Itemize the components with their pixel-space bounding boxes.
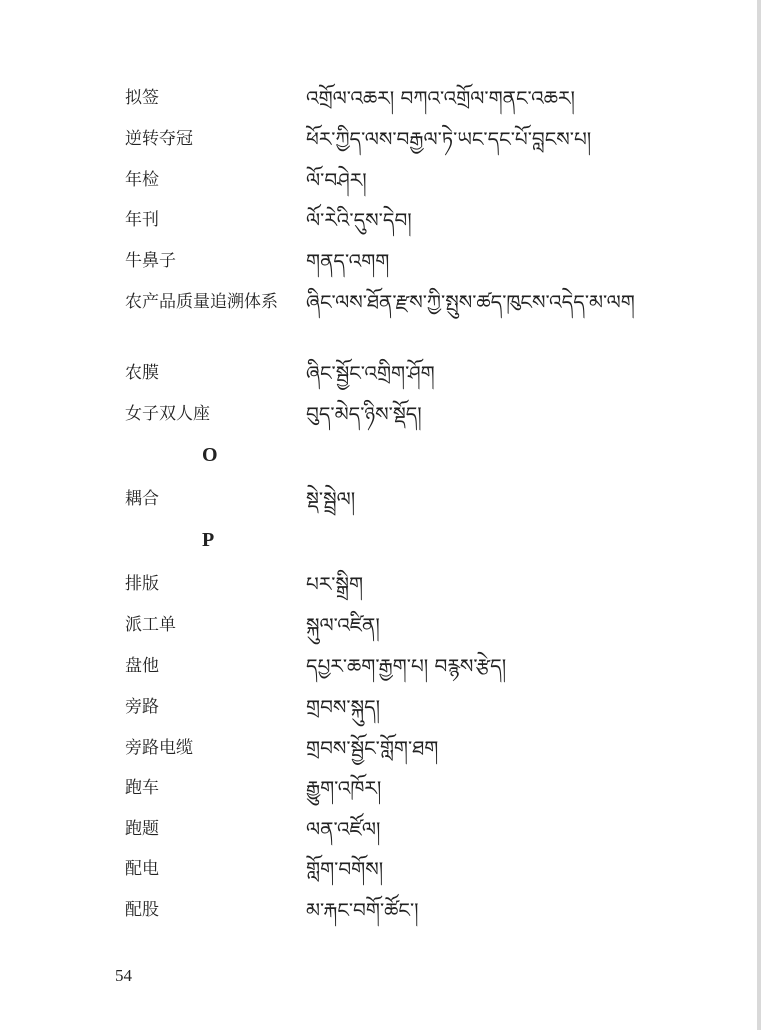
tibetan-term: ལོ་རེའི་དུས་དེབ།	[306, 208, 412, 232]
chinese-term: 配电	[125, 859, 159, 879]
tibetan-term: དཔྱར་ཆག་རྒྱག་པ། བརྙས་རྩེད།	[306, 654, 507, 678]
chinese-term: 耦合	[125, 489, 159, 509]
chinese-term: 农膜	[125, 363, 159, 383]
chinese-term: 逆转夺冠	[125, 129, 193, 149]
tibetan-term: གྲབས་སྐུད།	[306, 695, 381, 719]
chinese-term: 农产品质量追溯体系	[125, 292, 278, 312]
chinese-term: 拟签	[125, 88, 159, 108]
tibetan-term: པར་སྒྲིག	[306, 572, 364, 596]
tibetan-term: ཞིང་ལས་ཐོན་རྫས་ཀྱི་སྤུས་ཚད་ཁུངས་འདེད་མ་ལག	[306, 290, 635, 314]
chinese-term: 盘他	[125, 656, 159, 676]
tibetan-term: སྐུལ་འཛིན།	[306, 613, 380, 637]
chinese-term: 女子双人座	[125, 404, 210, 424]
chinese-term: 牛鼻子	[125, 251, 176, 271]
chinese-term: 年刊	[125, 210, 159, 230]
tibetan-term: གློག་བགོས།	[306, 857, 384, 881]
tibetan-term: ལན་འཛོལ།	[306, 817, 381, 841]
tibetan-term: གྲབས་སྦྱོང་གློག་ཐག	[306, 736, 439, 760]
page-edge	[757, 0, 761, 1030]
tibetan-term: མ་རྐང་བགོ་ཚོང་།	[306, 898, 419, 922]
chinese-term: 配股	[125, 900, 159, 920]
tibetan-term: ཕོར་ཀྱིད་ལས་བརྒྱལ་ཏེ་ཡང་དང་པོ་བླངས་པ།	[306, 127, 592, 151]
tibetan-term: ཞིང་སྦྱོང་འགྲིག་ཤོག	[306, 361, 435, 385]
chinese-term: 跑车	[125, 778, 159, 798]
chinese-term: 跑题	[125, 819, 159, 839]
tibetan-term: བུད་མེད་ཉིས་སྡོད།	[306, 402, 422, 426]
tibetan-term: སྡེ་སྦྲེལ།	[306, 487, 356, 511]
section-letter-o: O	[202, 444, 218, 466]
chinese-term: 旁路	[125, 697, 159, 717]
tibetan-term: རྒྱུག་འཁོར།	[306, 776, 382, 800]
chinese-term: 派工单	[125, 615, 176, 635]
section-letter-p: P	[202, 529, 215, 551]
page-number: 54	[115, 966, 132, 985]
tibetan-term: འགྲོལ་འཆར། བཀའ་འགྲོལ་གནང་འཆར།	[306, 86, 575, 110]
chinese-term: 年检	[125, 170, 159, 190]
chinese-term: 旁路电缆	[125, 738, 193, 758]
tibetan-term: གནད་འགག	[306, 249, 390, 273]
tibetan-term: ལོ་བཤེར།	[306, 168, 367, 192]
chinese-term: 排版	[125, 574, 159, 594]
